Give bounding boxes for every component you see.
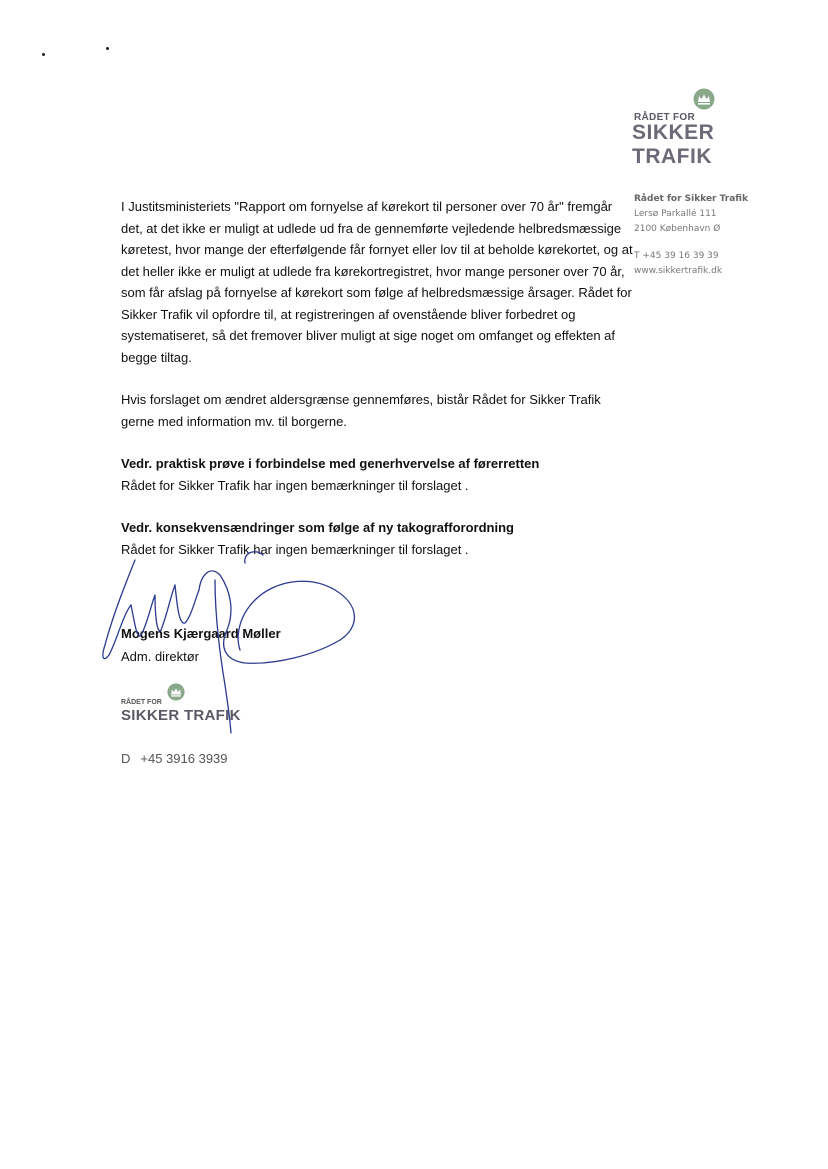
section-heading: Vedr. praktisk prøve i forbindelse med generhvervelse af førerretten [121, 456, 540, 471]
paragraph-1: I Justitsministeriets "Rapport om fornyelse af kørekort til personer over 70 år" fremgår det, at det ikke er muligt at udlede ud fra de gennemførte vejledende helbredsmæssige køretest, hvor mange der efterfølgende får fornyet eller lov til at beholde kørekortet, og at det heller ikke er muligt at udlede fra kørekortregistret, hvor mange personer over 70 år, som får afslag på fornyelse af kørekort som følge af helbredsmæssige årsager. Rådet for Sikker Trafik vil opfordre til, at registreringen af ovenstående bliver forbedret og systematiseret, så det fremover bliver muligt at sige noget om omfanget og effekten af begge tiltag. [121, 199, 633, 365]
contact-web: www.sikkertrafik.dk [634, 266, 723, 276]
crown-emblem-icon [693, 88, 715, 110]
contact-address: Lersø Parkallé 111 [634, 209, 717, 219]
direct-phone-number: +45 3916 3939 [140, 751, 228, 766]
logo-big-text: SIKKER TRAFIK [121, 707, 241, 724]
logo-big-text: SIKKER TRAFIK [632, 121, 715, 168]
section-text: Rådet for Sikker Trafik har ingen bemærkninger til forslaget . [121, 541, 469, 557]
section-practical-test [121, 453, 633, 496]
section-heading: Vedr. konsekvensændringer som følge af ny takografforordning [121, 520, 514, 535]
signer-name: Mogens Kjærgaard Møller [121, 626, 281, 641]
section-text: Rådet for Sikker Trafik har ingen bemærkninger til forslaget . [121, 477, 469, 493]
letter-body [121, 196, 633, 581]
contact-block [634, 192, 774, 279]
paragraph-2: Hvis forslaget om ændret aldersgrænse gennemføres, bistår Rådet for Sikker Trafik gerne med information mv. til borgerne. [121, 392, 601, 429]
scan-speck [106, 47, 109, 50]
crown-emblem-icon [167, 683, 185, 701]
section-tachograph [121, 517, 633, 560]
footer-logo [121, 683, 261, 723]
header-logo [630, 88, 790, 168]
scan-speck [42, 53, 45, 56]
contact-city: 2100 København Ø [634, 224, 721, 234]
contact-phone: T +45 39 16 39 39 [634, 251, 719, 261]
direct-phone [121, 750, 228, 768]
logo-small-text: RÅDET FOR [121, 699, 162, 706]
logo-small-text: RÅDET FOR [634, 112, 696, 123]
contact-org: Rådet for Sikker Trafik [634, 194, 748, 204]
direct-phone-label: D [121, 751, 131, 766]
signer-title: Adm. direktør [121, 649, 200, 664]
